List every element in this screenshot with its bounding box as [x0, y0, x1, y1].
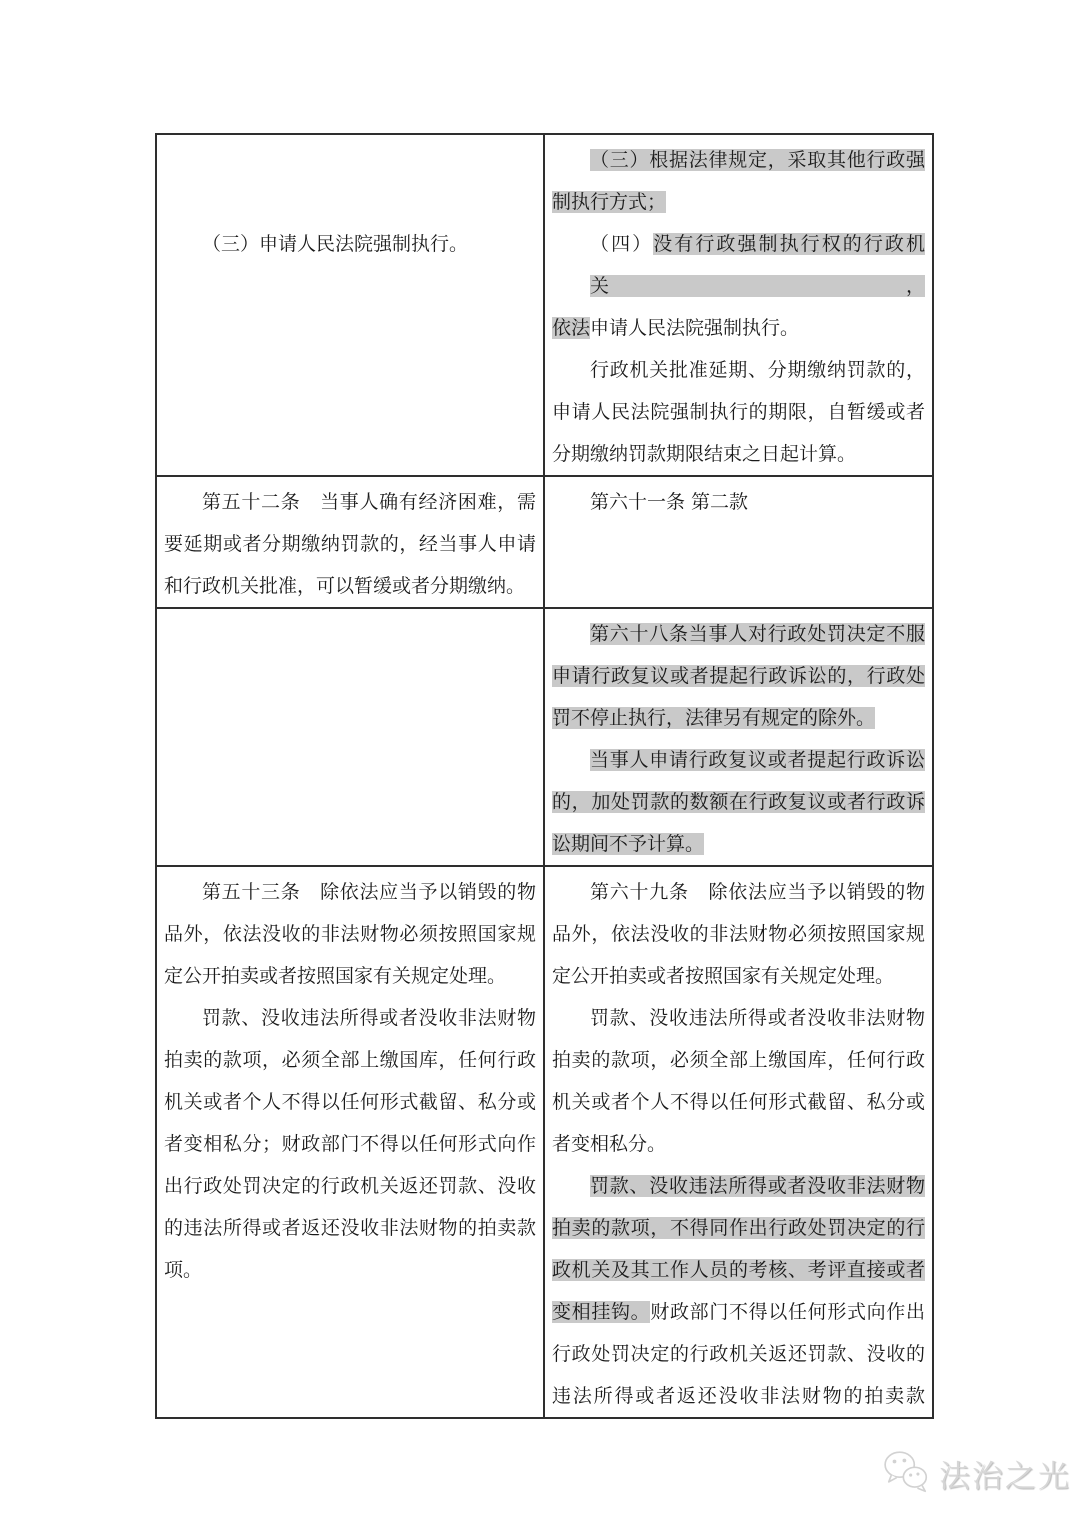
left-column-cell	[156, 608, 544, 866]
wechat-icon	[882, 1448, 932, 1498]
text-segment: 品外，依法没收的非法财物必须按照国家规	[164, 923, 536, 945]
text-segment: 机关或者个人不得以任何形式截留、私分或	[164, 1091, 536, 1113]
left-column-cell	[156, 134, 544, 476]
text-line	[552, 823, 925, 865]
text-segment: 拍卖的款项，必须全部上缴国库，任何行政	[552, 1049, 925, 1071]
right-column-cell	[544, 866, 933, 1418]
text-line	[552, 307, 925, 349]
text-line	[552, 1333, 925, 1375]
text-line	[552, 781, 925, 823]
text-segment: （四）	[590, 233, 654, 255]
text-line	[164, 1081, 536, 1123]
text-segment: 罚款、没收违法所得或者没收非法财物	[202, 1007, 536, 1029]
text-line	[552, 1291, 925, 1333]
text-line	[552, 739, 925, 781]
text-line	[552, 391, 925, 433]
text-line	[164, 523, 536, 565]
text-line	[552, 433, 925, 475]
highlighted-text: 政机关及其工作人员的考核、考评直接或者	[552, 1259, 925, 1281]
highlighted-text: 的，加处罚款的数额在行政复议或者行政诉	[552, 791, 925, 813]
text-line	[164, 481, 536, 523]
text-line	[164, 1165, 536, 1207]
text-segment: 品外，依法没收的非法财物必须按照国家规	[552, 923, 925, 945]
text-segment: 拍卖的款项，必须全部上缴国库，任何行政	[164, 1049, 536, 1071]
text-line	[552, 481, 925, 523]
right-column-cell	[544, 608, 933, 866]
highlighted-text: 没有行政强制执行权的行政机关，	[590, 233, 925, 297]
text-segment: （三）申请人民法院强制执行。	[202, 233, 469, 255]
text-segment: 行政机关批准延期、分期缴纳罚款的，	[590, 359, 925, 381]
text-segment: 财政部门不得以任何形式向作出	[650, 1301, 925, 1323]
table-row	[156, 866, 933, 1418]
text-segment: 出行政处罚决定的行政机关返还罚款、没收	[164, 1175, 536, 1197]
text-line	[164, 1123, 536, 1165]
text-segment: 申请人民法院强制执行的期限，自暂缓或者	[552, 401, 925, 423]
text-segment: 罚款、没收违法所得或者没收非法财物	[590, 1007, 925, 1029]
text-segment: 者变相私分；财政部门不得以任何形式向作	[164, 1133, 536, 1155]
text-segment: 申请人民法院强制执行。	[590, 317, 800, 339]
text-line	[552, 223, 925, 307]
text-line	[164, 997, 536, 1039]
text-line	[552, 697, 925, 739]
highlighted-text: 变相挂钩。	[552, 1301, 651, 1323]
highlighted-text: 当事人申请行政复议或者提起行政诉讼	[590, 749, 925, 771]
text-line	[552, 1375, 925, 1417]
text-line	[164, 1039, 536, 1081]
text-segment: 者变相私分。	[552, 1133, 667, 1155]
highlighted-text: 制执行方式；	[552, 191, 667, 213]
text-segment: 第六十九条 除依法应当予以销毁的物	[590, 881, 925, 903]
text-line	[552, 997, 925, 1039]
highlighted-text: 第六十八条当事人对行政处罚决定不服	[590, 623, 925, 645]
text-segment: 项。	[164, 1259, 203, 1281]
comparison-table	[155, 133, 934, 1419]
highlighted-text: 依法	[552, 317, 591, 339]
text-segment: 和行政机关批准，可以暂缓或者分期缴纳。	[164, 575, 526, 597]
text-line	[552, 1165, 925, 1207]
table-row	[156, 608, 933, 866]
highlighted-text: 讼期间不予计算。	[552, 833, 705, 855]
text-segment: 违法所得或者返还没收非法财物的拍卖款	[552, 1385, 925, 1407]
text-segment: 行政处罚决定的行政机关返还罚款、没收的	[552, 1343, 925, 1365]
text-segment: 第五十三条 除依法应当予以销毁的物	[202, 881, 536, 903]
text-line	[552, 181, 925, 223]
left-column-cell	[156, 866, 544, 1418]
spacer-line	[164, 181, 536, 223]
text-line	[164, 871, 536, 913]
text-segment: 要延期或者分期缴纳罚款的，经当事人申请	[164, 533, 536, 555]
highlighted-text: 罚不停止执行，法律另有规定的除外。	[552, 707, 876, 729]
highlighted-text: 申请行政复议或者提起行政诉讼的，行政处	[552, 665, 925, 687]
text-line	[164, 955, 536, 997]
text-line	[552, 1081, 925, 1123]
text-line	[552, 1039, 925, 1081]
text-line	[552, 655, 925, 697]
table-row	[156, 476, 933, 608]
text-segment: 定公开拍卖或者按照国家有关规定处理。	[552, 965, 895, 987]
text-segment: 第六十一条 第二款	[590, 491, 749, 513]
text-line	[164, 565, 536, 607]
right-column-cell	[544, 476, 933, 608]
comparison-table-body	[156, 134, 933, 1418]
text-segment: 机关或者个人不得以任何形式截留、私分或	[552, 1091, 925, 1113]
highlighted-text: 拍卖的款项，不得同作出行政处罚决定的行	[552, 1217, 925, 1239]
table-row	[156, 134, 933, 476]
text-line	[552, 139, 925, 181]
text-line	[164, 1249, 536, 1291]
highlighted-text: 罚款、没收违法所得或者没收非法财物	[590, 1175, 925, 1197]
text-line	[164, 913, 536, 955]
text-line	[552, 913, 925, 955]
text-line	[552, 1249, 925, 1291]
text-line	[552, 613, 925, 655]
text-line	[552, 1207, 925, 1249]
right-column-cell	[544, 134, 933, 476]
spacer-line	[164, 139, 536, 181]
brand-watermark	[882, 1446, 1071, 1500]
text-line	[164, 1207, 536, 1249]
text-segment: 第五十二条 当事人确有经济困难，需	[202, 491, 536, 513]
text-line	[552, 1123, 925, 1165]
text-line	[552, 871, 925, 913]
brand-text: 法治之光	[939, 1458, 1071, 1495]
left-column-cell	[156, 476, 544, 608]
text-line	[552, 349, 925, 391]
text-line	[164, 223, 536, 265]
text-segment: 的违法所得或者返还没收非法财物的拍卖款	[164, 1217, 536, 1239]
text-segment: 分期缴纳罚款期限结束之日起计算。	[552, 443, 857, 465]
highlighted-text: （三）根据法律规定，采取其他行政强	[590, 149, 925, 171]
text-line	[552, 955, 925, 997]
text-segment: 定公开拍卖或者按照国家有关规定处理。	[164, 965, 507, 987]
